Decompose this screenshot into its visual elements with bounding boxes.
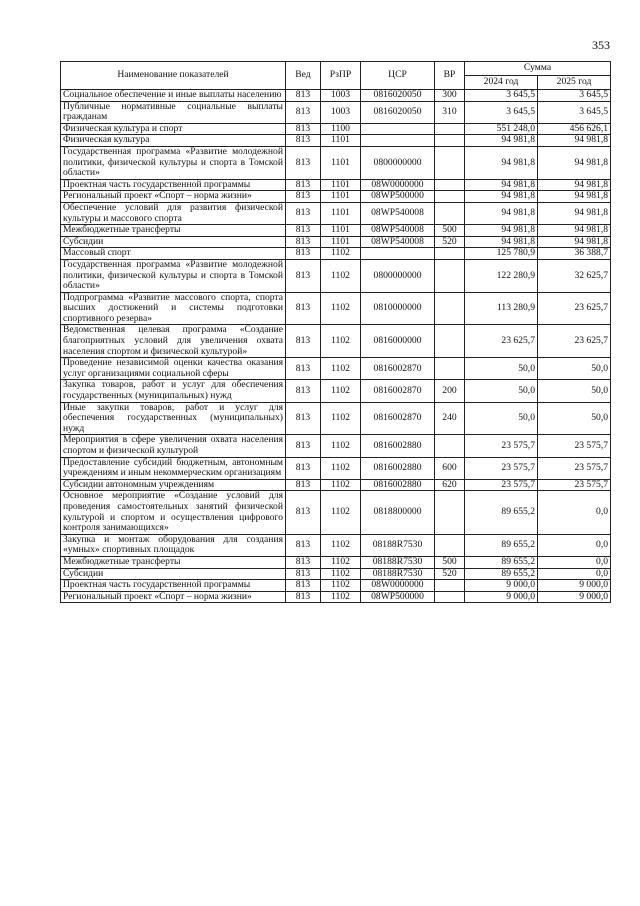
cell-sum-2024: 3 645,5	[465, 90, 538, 102]
cell-sum-2024: 89 655,2	[465, 556, 538, 568]
cell-sum-2024: 94 981,8	[465, 146, 538, 179]
cell-sum-2024: 113 280,9	[465, 292, 538, 325]
header-csr: ЦСР	[361, 62, 435, 90]
cell-name: Проектная часть государственной программы	[61, 580, 286, 592]
cell-name: Мероприятия в сфере увеличения охвата населения спортом и физической культурой	[61, 435, 286, 457]
cell-csr: 08WP540008	[361, 202, 435, 224]
cell-vr	[435, 358, 465, 380]
table-row	[61, 457, 611, 479]
cell-csr: 08188R7530	[361, 534, 435, 556]
cell-sum-2024: 23 575,7	[465, 479, 538, 491]
cell-ved: 813	[286, 146, 321, 179]
cell-name: Физическая культура	[61, 135, 286, 147]
cell-ved: 813	[286, 491, 321, 534]
cell-ved: 813	[286, 101, 321, 123]
cell-sum-2025: 50,0	[538, 380, 611, 402]
header-rzpr: РзПР	[321, 62, 361, 90]
cell-rzpr: 1102	[321, 556, 361, 568]
table-row	[61, 380, 611, 402]
cell-csr: 0800000000	[361, 259, 435, 292]
cell-ved: 813	[286, 325, 321, 358]
cell-rzpr: 1101	[321, 191, 361, 203]
cell-vr	[435, 435, 465, 457]
budget-table	[60, 61, 611, 603]
cell-ved: 813	[286, 591, 321, 603]
table-row	[61, 358, 611, 380]
cell-name: Проектная часть государственной программы	[61, 179, 286, 191]
cell-rzpr: 1003	[321, 90, 361, 102]
cell-ved: 813	[286, 534, 321, 556]
cell-vr	[435, 123, 465, 135]
cell-sum-2025: 456 626,1	[538, 123, 611, 135]
cell-ved: 813	[286, 568, 321, 580]
cell-name: Субсидии	[61, 236, 286, 248]
cell-rzpr: 1102	[321, 292, 361, 325]
cell-vr	[435, 292, 465, 325]
cell-ved: 813	[286, 580, 321, 592]
cell-csr: 0818800000	[361, 491, 435, 534]
cell-vr: 310	[435, 101, 465, 123]
cell-sum-2024: 94 981,8	[465, 135, 538, 147]
cell-vr	[435, 202, 465, 224]
cell-vr	[435, 591, 465, 603]
cell-sum-2025: 9 000,0	[538, 591, 611, 603]
cell-rzpr: 1102	[321, 402, 361, 435]
cell-csr	[361, 135, 435, 147]
cell-name: Обеспечение условий для развития физической культуры и массового спорта	[61, 202, 286, 224]
cell-sum-2025: 3 645,5	[538, 90, 611, 102]
table-row	[61, 435, 611, 457]
table-row	[61, 402, 611, 435]
cell-ved: 813	[286, 179, 321, 191]
cell-ved: 813	[286, 202, 321, 224]
cell-name: Государственная программа «Развитие молодежной политики, физической культуры и спорта в Томской области»	[61, 146, 286, 179]
cell-sum-2024: 94 981,8	[465, 202, 538, 224]
cell-rzpr: 1102	[321, 325, 361, 358]
cell-name: Иные закупки товаров, работ и услуг для обеспечения государственных (муниципальных) нужд	[61, 402, 286, 435]
cell-name: Государственная программа «Развитие молодежной политики, физической культуры и спорта в Томской области»	[61, 259, 286, 292]
cell-sum-2024: 89 655,2	[465, 491, 538, 534]
cell-sum-2025: 94 981,8	[538, 225, 611, 237]
cell-csr: 08188R7530	[361, 556, 435, 568]
cell-sum-2025: 0,0	[538, 556, 611, 568]
table-row	[61, 568, 611, 580]
table-row	[61, 292, 611, 325]
header-name: Наименование показателей	[61, 62, 286, 90]
cell-csr: 0816002870	[361, 402, 435, 435]
cell-name: Субсидии	[61, 568, 286, 580]
cell-sum-2025: 94 981,8	[538, 179, 611, 191]
cell-vr	[435, 179, 465, 191]
cell-sum-2025: 3 645,5	[538, 101, 611, 123]
cell-rzpr: 1102	[321, 457, 361, 479]
cell-rzpr: 1003	[321, 101, 361, 123]
table-row	[61, 146, 611, 179]
cell-csr: 0800000000	[361, 146, 435, 179]
cell-sum-2025: 94 981,8	[538, 191, 611, 203]
cell-name: Межбюджетные трансферты	[61, 225, 286, 237]
cell-vr	[435, 146, 465, 179]
cell-sum-2024: 94 981,8	[465, 225, 538, 237]
cell-rzpr: 1102	[321, 380, 361, 402]
cell-csr: 0816002870	[361, 380, 435, 402]
cell-ved: 813	[286, 225, 321, 237]
header-vr: ВР	[435, 62, 465, 90]
cell-sum-2025: 50,0	[538, 402, 611, 435]
table-row	[61, 479, 611, 491]
cell-sum-2025: 23 625,7	[538, 325, 611, 358]
cell-vr: 500	[435, 225, 465, 237]
cell-sum-2025: 94 981,8	[538, 146, 611, 179]
cell-rzpr: 1101	[321, 135, 361, 147]
cell-rzpr: 1101	[321, 225, 361, 237]
cell-vr	[435, 325, 465, 358]
cell-ved: 813	[286, 435, 321, 457]
cell-sum-2025: 94 981,8	[538, 236, 611, 248]
cell-name: Физическая культура и спорт	[61, 123, 286, 135]
cell-sum-2024: 122 280,9	[465, 259, 538, 292]
cell-sum-2025: 94 981,8	[538, 135, 611, 147]
cell-name: Региональный проект «Спорт – норма жизни»	[61, 191, 286, 203]
table-row	[61, 123, 611, 135]
cell-csr: 08W0000000	[361, 580, 435, 592]
cell-ved: 813	[286, 123, 321, 135]
cell-name: Подпрограмма «Развитие массового спорта, спорта высших достижений и системы подготовки спортивного резерва»	[61, 292, 286, 325]
cell-ved: 813	[286, 358, 321, 380]
cell-ved: 813	[286, 135, 321, 147]
cell-sum-2025: 32 625,7	[538, 259, 611, 292]
cell-sum-2025: 23 575,7	[538, 435, 611, 457]
cell-name: Проведение независимой оценки качества оказания услуг организациями социальной сферы	[61, 358, 286, 380]
cell-ved: 813	[286, 556, 321, 568]
cell-vr	[435, 259, 465, 292]
table-row	[61, 236, 611, 248]
cell-csr: 08WP500000	[361, 191, 435, 203]
cell-vr: 240	[435, 402, 465, 435]
cell-vr	[435, 534, 465, 556]
cell-ved: 813	[286, 248, 321, 260]
cell-ved: 813	[286, 292, 321, 325]
cell-rzpr: 1100	[321, 123, 361, 135]
table-row	[61, 556, 611, 568]
header-sum: Сумма	[465, 62, 611, 76]
cell-csr: 0816020050	[361, 101, 435, 123]
cell-rzpr: 1102	[321, 358, 361, 380]
cell-rzpr: 1102	[321, 534, 361, 556]
cell-csr: 0816000000	[361, 325, 435, 358]
cell-rzpr: 1101	[321, 236, 361, 248]
cell-ved: 813	[286, 402, 321, 435]
cell-sum-2025: 94 981,8	[538, 202, 611, 224]
table-row	[61, 491, 611, 534]
cell-ved: 813	[286, 90, 321, 102]
cell-name: Субсидии автономным учреждениям	[61, 479, 286, 491]
cell-vr	[435, 135, 465, 147]
cell-sum-2024: 50,0	[465, 358, 538, 380]
cell-ved: 813	[286, 191, 321, 203]
cell-sum-2024: 23 575,7	[465, 457, 538, 479]
cell-sum-2024: 23 575,7	[465, 435, 538, 457]
cell-sum-2024: 94 981,8	[465, 191, 538, 203]
cell-sum-2024: 551 248,0	[465, 123, 538, 135]
cell-ved: 813	[286, 380, 321, 402]
cell-name: Межбюджетные трансферты	[61, 556, 286, 568]
cell-sum-2024: 50,0	[465, 380, 538, 402]
cell-rzpr: 1102	[321, 591, 361, 603]
cell-vr: 620	[435, 479, 465, 491]
cell-vr	[435, 191, 465, 203]
cell-csr: 08WP540008	[361, 225, 435, 237]
header-2025: 2025 год	[538, 76, 611, 90]
cell-name: Основное мероприятие «Создание условий для проведения самостоятельных занятий физической культурой и спортом и осуществления цифрового контроля занимающихся»	[61, 491, 286, 534]
cell-vr: 520	[435, 236, 465, 248]
table-row	[61, 534, 611, 556]
cell-rzpr: 1102	[321, 248, 361, 260]
table-row	[61, 259, 611, 292]
cell-name: Социальное обеспечение и иные выплаты населению	[61, 90, 286, 102]
cell-sum-2025: 0,0	[538, 491, 611, 534]
table-row	[61, 591, 611, 603]
cell-sum-2025: 0,0	[538, 568, 611, 580]
cell-csr: 08WP540008	[361, 236, 435, 248]
cell-rzpr: 1102	[321, 479, 361, 491]
header-2024: 2024 год	[465, 76, 538, 90]
cell-sum-2024: 94 981,8	[465, 179, 538, 191]
cell-rzpr: 1101	[321, 179, 361, 191]
cell-csr: 0816002880	[361, 479, 435, 491]
cell-vr: 500	[435, 556, 465, 568]
cell-sum-2025: 23 625,7	[538, 292, 611, 325]
cell-ved: 813	[286, 479, 321, 491]
cell-csr: 0810000000	[361, 292, 435, 325]
cell-ved: 813	[286, 259, 321, 292]
cell-sum-2025: 36 388,7	[538, 248, 611, 260]
cell-vr	[435, 491, 465, 534]
table-row	[61, 101, 611, 123]
table-row	[61, 191, 611, 203]
cell-csr: 08WP500000	[361, 591, 435, 603]
cell-sum-2025: 23 575,7	[538, 479, 611, 491]
cell-sum-2024: 3 645,5	[465, 101, 538, 123]
cell-rzpr: 1102	[321, 259, 361, 292]
cell-ved: 813	[286, 236, 321, 248]
cell-csr: 08188R7530	[361, 568, 435, 580]
cell-vr	[435, 248, 465, 260]
cell-csr	[361, 248, 435, 260]
cell-name: Предоставление субсидий бюджетным, автономным учреждениям и иным некоммерческим организациям	[61, 457, 286, 479]
cell-vr	[435, 580, 465, 592]
cell-sum-2025: 50,0	[538, 358, 611, 380]
table-row	[61, 225, 611, 237]
cell-sum-2024: 23 625,7	[465, 325, 538, 358]
cell-sum-2025: 23 575,7	[538, 457, 611, 479]
cell-name: Региональный проект «Спорт – норма жизни»	[61, 591, 286, 603]
cell-vr: 200	[435, 380, 465, 402]
cell-sum-2024: 94 981,8	[465, 236, 538, 248]
cell-rzpr: 1102	[321, 580, 361, 592]
cell-name: Закупка товаров, работ и услуг для обеспечения государственных (муниципальных) нужд	[61, 380, 286, 402]
cell-csr: 0816020050	[361, 90, 435, 102]
cell-name: Массовый спорт	[61, 248, 286, 260]
cell-vr: 520	[435, 568, 465, 580]
cell-vr: 300	[435, 90, 465, 102]
cell-ved: 813	[286, 457, 321, 479]
table-row	[61, 580, 611, 592]
header-ved: Вед	[286, 62, 321, 90]
cell-rzpr: 1101	[321, 202, 361, 224]
page-number: 353	[592, 38, 610, 52]
table-row	[61, 179, 611, 191]
cell-csr	[361, 123, 435, 135]
cell-rzpr: 1101	[321, 146, 361, 179]
cell-sum-2025: 9 000,0	[538, 580, 611, 592]
table-row	[61, 135, 611, 147]
cell-sum-2024: 125 780,9	[465, 248, 538, 260]
cell-sum-2024: 9 000,0	[465, 591, 538, 603]
cell-csr: 0816002880	[361, 435, 435, 457]
cell-name: Ведомственная целевая программа «Создание благоприятных условий для увеличения охвата населения спортом и физической культурой»	[61, 325, 286, 358]
cell-rzpr: 1102	[321, 568, 361, 580]
table-row	[61, 248, 611, 260]
table-row	[61, 325, 611, 358]
cell-name: Публичные нормативные социальные выплаты гражданам	[61, 101, 286, 123]
cell-csr: 0816002870	[361, 358, 435, 380]
cell-rzpr: 1102	[321, 435, 361, 457]
cell-sum-2024: 89 655,2	[465, 534, 538, 556]
cell-sum-2024: 9 000,0	[465, 580, 538, 592]
table-row	[61, 202, 611, 224]
cell-sum-2024: 89 655,2	[465, 568, 538, 580]
cell-csr: 08W0000000	[361, 179, 435, 191]
cell-name: Закупка и монтаж оборудования для создания «умных» спортивных площадок	[61, 534, 286, 556]
cell-rzpr: 1102	[321, 491, 361, 534]
cell-sum-2025: 0,0	[538, 534, 611, 556]
cell-vr: 600	[435, 457, 465, 479]
cell-csr: 0816002880	[361, 457, 435, 479]
cell-sum-2024: 50,0	[465, 402, 538, 435]
table-row	[61, 90, 611, 102]
